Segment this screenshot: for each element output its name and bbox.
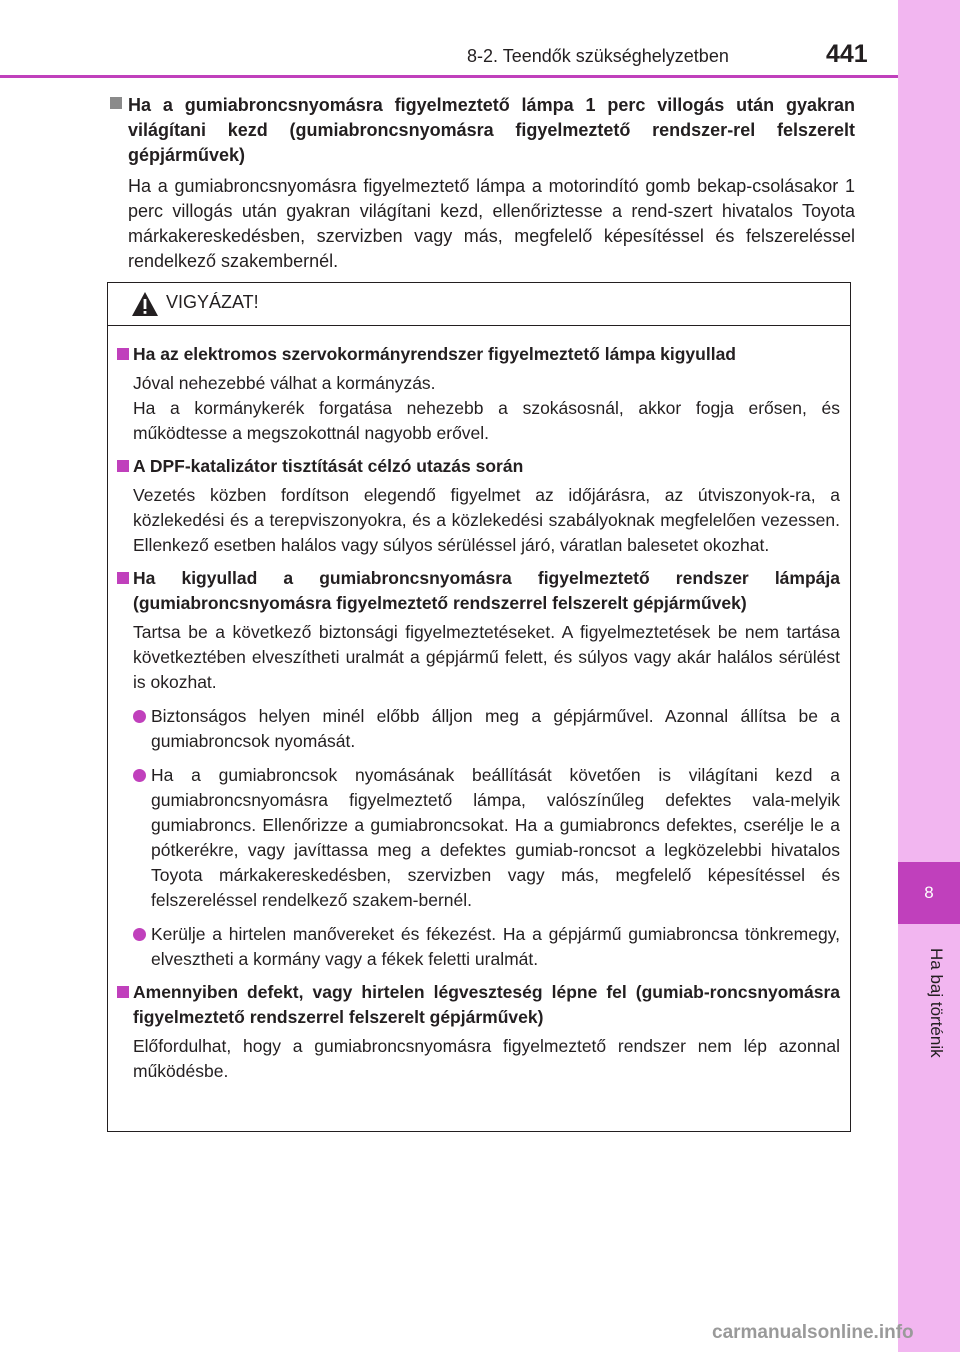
section-paragraph: Tartsa be a következő biztonsági figyelmeztetéseket. A figyelmeztetések be nem tartása következtében elveszítheti uralmát a gépjármű felett, és súlyos vagy akár halálos sérülést is okozhat. bbox=[133, 622, 840, 692]
section-heading bbox=[117, 454, 840, 479]
square-bullet-icon bbox=[110, 97, 122, 109]
header-section-title: 8-2. Teendők szükséghelyzetben bbox=[467, 46, 729, 66]
list-item bbox=[117, 704, 840, 754]
list-item bbox=[117, 763, 840, 913]
section-heading bbox=[117, 980, 840, 1030]
intro-heading-text: Ha a gumiabroncsnyomásra figyelmeztető lámpa 1 perc villogás után gyakran világítani kezd (gumiabroncsnyomásra figyelmeztető rendszer-rel felszerelt gépjárművek) bbox=[128, 95, 855, 165]
section-paragraph: Előfordulhat, hogy a gumiabroncsnyomásra figyelmeztető rendszer nem lép azonnal működésbe. bbox=[133, 1036, 840, 1081]
round-bullet-icon bbox=[133, 928, 146, 941]
chapter-side-tab bbox=[898, 0, 960, 1352]
section-heading-text: Ha az elektromos szervokormányrendszer figyelmeztető lámpa kigyullad bbox=[133, 344, 736, 364]
intro-paragraph: Ha a gumiabroncsnyomásra figyelmeztető lámpa a motorindító gomb bekap-csolásakor 1 perc villogás után gyakran világítani kezd, ellenőriztesse a rend-szert hivatalos Toyota márkakereskedésben, szervizben vagy más, megfelelő képesítéssel és felszereléssel rendelkező szakembernél. bbox=[128, 176, 855, 271]
warning-label: VIGYÁZAT! bbox=[166, 292, 259, 312]
intro-section bbox=[110, 93, 855, 274]
list-item-text: Kerülje a hirtelen manővereket és fékezést. Ha a gépjármű gumiabroncsa tönkremegy, elvesztheti a kormány vagy a fékek feletti uralmát. bbox=[151, 924, 840, 969]
section-heading bbox=[117, 342, 840, 367]
warning-section-power-steering bbox=[117, 342, 840, 446]
section-heading bbox=[117, 566, 840, 616]
section-paragraph bbox=[117, 371, 840, 446]
warning-content bbox=[108, 326, 850, 1084]
list-item-text: Biztonságos helyen minél előbb álljon meg a gépjárművel. Azonnal állítsa be a gumiabroncsok nyomását. bbox=[151, 706, 840, 751]
warning-box bbox=[107, 282, 851, 1132]
warning-section-puncture bbox=[117, 980, 840, 1084]
chapter-title-label: Ha baj történik bbox=[927, 948, 946, 1058]
square-bullet-icon bbox=[117, 986, 129, 998]
section-heading-text: Ha kigyullad a gumiabroncsnyomásra figyelmeztető rendszer lámpája (gumiabroncsnyomásra figyelmeztető rendszerrel felszerelt gépjárművek) bbox=[133, 568, 840, 613]
section-paragraph-line: Jóval nehezebbé válhat a kormányzás. bbox=[133, 373, 436, 393]
header-divider bbox=[0, 75, 898, 78]
list-item bbox=[117, 922, 840, 972]
warning-header bbox=[108, 283, 850, 326]
round-bullet-icon bbox=[133, 710, 146, 723]
section-heading-text: Amennyiben defekt, vagy hirtelen légveszteség lépne fel (gumiab-roncsnyomásra figyelmeztető rendszerrel felszerelt gépjárművek) bbox=[133, 982, 840, 1027]
round-bullet-icon bbox=[133, 769, 146, 782]
watermark: carmanualsonline.info bbox=[712, 1322, 914, 1343]
warning-section-dpf bbox=[117, 454, 840, 558]
section-paragraph-line: Ha a kormánykerék forgatása nehezebb a szokásosnál, akkor fogja erősen, és működtesse a megszokottnál nagyobb erővel. bbox=[133, 398, 840, 443]
square-bullet-icon bbox=[117, 348, 129, 360]
list-item-text: Ha a gumiabroncsok nyomásának beállítását követően is világítani kezd a gumiabroncsnyomásra figyelmeztető lámpa, valószínűleg defektes vala-melyik gumiabroncs. Ellenőrizze a gumiabroncsokat. Ha a gumiabroncs defektes, cserélje le a pótkerékre, vagy javíttassa meg a defektes gumiab-roncsot a legközelebbi hivatalos Toyota márkakereskedésben, szervizben vagy más, megfelelő képesítéssel és felszereléssel rendelkező szakem-bernél. bbox=[151, 765, 840, 910]
warning-section-tpws bbox=[117, 566, 840, 972]
intro-heading bbox=[110, 93, 855, 168]
page-number: 441 bbox=[826, 40, 868, 68]
square-bullet-icon bbox=[117, 460, 129, 472]
section-heading-text: A DPF-katalizátor tisztítását célzó utazás során bbox=[133, 456, 524, 476]
section-paragraph: Vezetés közben fordítson elegendő figyelmet az időjárásra, az útviszonyok-ra, a közlekedési és a terepviszonyokra, és a közlekedési szabályoknak megfelelően vezessen. Ellenkező esetben halálos vagy súlyos sérüléssel járó, váratlan balesetet okozhat. bbox=[133, 485, 840, 555]
chapter-number-tab[interactable]: 8 bbox=[898, 862, 960, 924]
square-bullet-icon bbox=[117, 572, 129, 584]
warning-triangle-icon bbox=[131, 291, 159, 317]
